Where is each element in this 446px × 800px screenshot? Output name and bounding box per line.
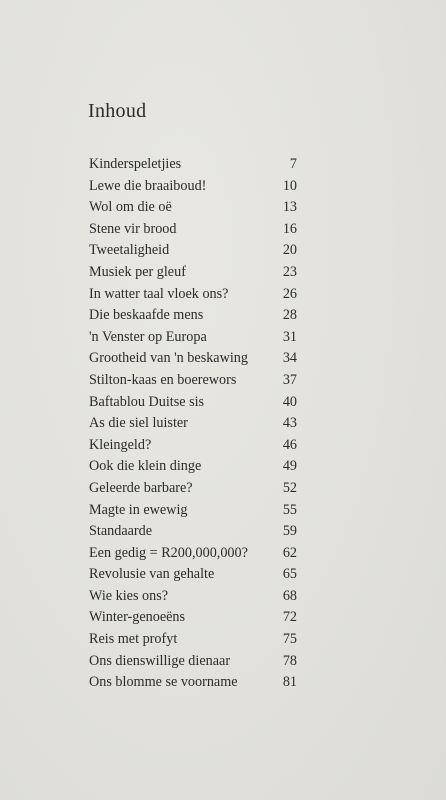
toc-entry — [89, 240, 297, 262]
toc-entry-title: 'n Venster op Europa — [89, 328, 207, 345]
toc-entry-title: Wie kies ons? — [89, 587, 169, 604]
toc-entry — [89, 672, 297, 694]
toc-entry-page-number: 46 — [282, 436, 297, 453]
toc-entry — [89, 607, 297, 629]
toc-entry-page-number: 43 — [282, 415, 297, 432]
toc-entry-title: Lewe die braaiboud! — [89, 177, 207, 194]
toc-entry-title: Stene vir brood — [89, 220, 177, 237]
toc-entry-page-number: 78 — [282, 652, 297, 669]
toc-entry — [89, 478, 297, 500]
toc-entry-title: In watter taal vloek ons? — [89, 285, 229, 302]
toc-entry-page-number: 13 — [282, 199, 297, 216]
toc-entry-page-number: 52 — [282, 479, 297, 496]
toc-entry — [89, 348, 297, 370]
toc-entry-page-number: 37 — [282, 371, 297, 388]
toc-entry — [89, 392, 297, 414]
toc-entry-title: Winter-genoeëns — [89, 609, 186, 626]
toc-entry — [89, 564, 297, 586]
toc-entry — [89, 413, 297, 435]
toc-entry-title: Revolusie van gehalte — [89, 566, 215, 583]
toc-entry-title: Kleingeld? — [89, 436, 152, 453]
toc-entry-title: Ook die klein dinge — [89, 458, 202, 475]
toc-entry-title: Baftablou Duitse sis — [89, 393, 205, 410]
toc-entry — [89, 154, 297, 176]
toc-entry-title: Standaarde — [89, 523, 153, 540]
toc-entry-page-number: 75 — [282, 631, 297, 648]
toc-entry-title: Grootheid van 'n beskawing — [89, 350, 248, 367]
table-of-contents — [89, 154, 297, 694]
toc-entry-page-number: 34 — [282, 350, 297, 367]
toc-entry — [89, 197, 297, 219]
toc-entry-page-number: 10 — [282, 177, 297, 194]
toc-entry — [89, 435, 297, 457]
toc-entry — [89, 543, 297, 565]
toc-entry-page-number: 62 — [282, 544, 297, 561]
toc-entry-page-number: 59 — [282, 523, 297, 540]
toc-entry-page-number: 7 — [289, 156, 297, 172]
toc-entry-title: Kinderspeletjies — [89, 156, 182, 172]
toc-entry — [89, 629, 297, 651]
toc-entry-title: Reis met profyt — [89, 631, 178, 648]
toc-entry — [89, 586, 297, 608]
toc-entry-page-number: 26 — [282, 285, 297, 302]
toc-entry-title: Stilton-kaas en boerewors — [89, 371, 237, 388]
toc-entry-title: Wol om die oë — [89, 199, 172, 216]
toc-entry-title: As die siel luister — [89, 415, 188, 432]
toc-entry-page-number: 28 — [282, 307, 297, 324]
toc-entry — [89, 327, 297, 349]
toc-entry — [89, 176, 297, 198]
toc-entry-page-number: 72 — [282, 609, 297, 626]
toc-entry-title: Geleerde barbare? — [89, 479, 193, 496]
toc-entry-page-number: 16 — [282, 220, 297, 237]
toc-entry — [89, 456, 297, 478]
toc-entry — [89, 284, 297, 306]
toc-entry — [89, 370, 297, 392]
toc-entry-page-number: 81 — [282, 674, 297, 691]
toc-entry-page-number: 20 — [282, 242, 297, 259]
toc-entry — [89, 500, 297, 522]
toc-entry — [89, 521, 297, 543]
toc-entry-page-number: 40 — [282, 393, 297, 410]
toc-entry-title: Die beskaafde mens — [89, 307, 204, 324]
toc-entry-title: Musiek per gleuf — [89, 263, 186, 280]
toc-entry-page-number: 31 — [282, 328, 297, 345]
toc-entry-page-number: 23 — [282, 263, 297, 280]
toc-entry-page-number: 65 — [282, 566, 297, 583]
toc-entry-title: Magte in ewewig — [89, 501, 188, 518]
toc-entry-page-number: 49 — [282, 458, 297, 475]
toc-entry-title: Een gedig = R200,000,000? — [89, 544, 248, 561]
toc-entry-title: Ons dienswillige dienaar — [89, 652, 231, 669]
contents-heading: Inhoud — [88, 100, 147, 122]
toc-entry-title: Tweetaligheid — [89, 242, 170, 259]
toc-entry — [89, 305, 297, 327]
toc-entry-page-number: 55 — [282, 501, 297, 518]
toc-entry — [89, 219, 297, 241]
toc-entry-page-number: 68 — [282, 587, 297, 604]
toc-entry — [89, 262, 297, 284]
toc-entry — [89, 651, 297, 673]
toc-entry-title: Ons blomme se voorname — [89, 674, 238, 691]
